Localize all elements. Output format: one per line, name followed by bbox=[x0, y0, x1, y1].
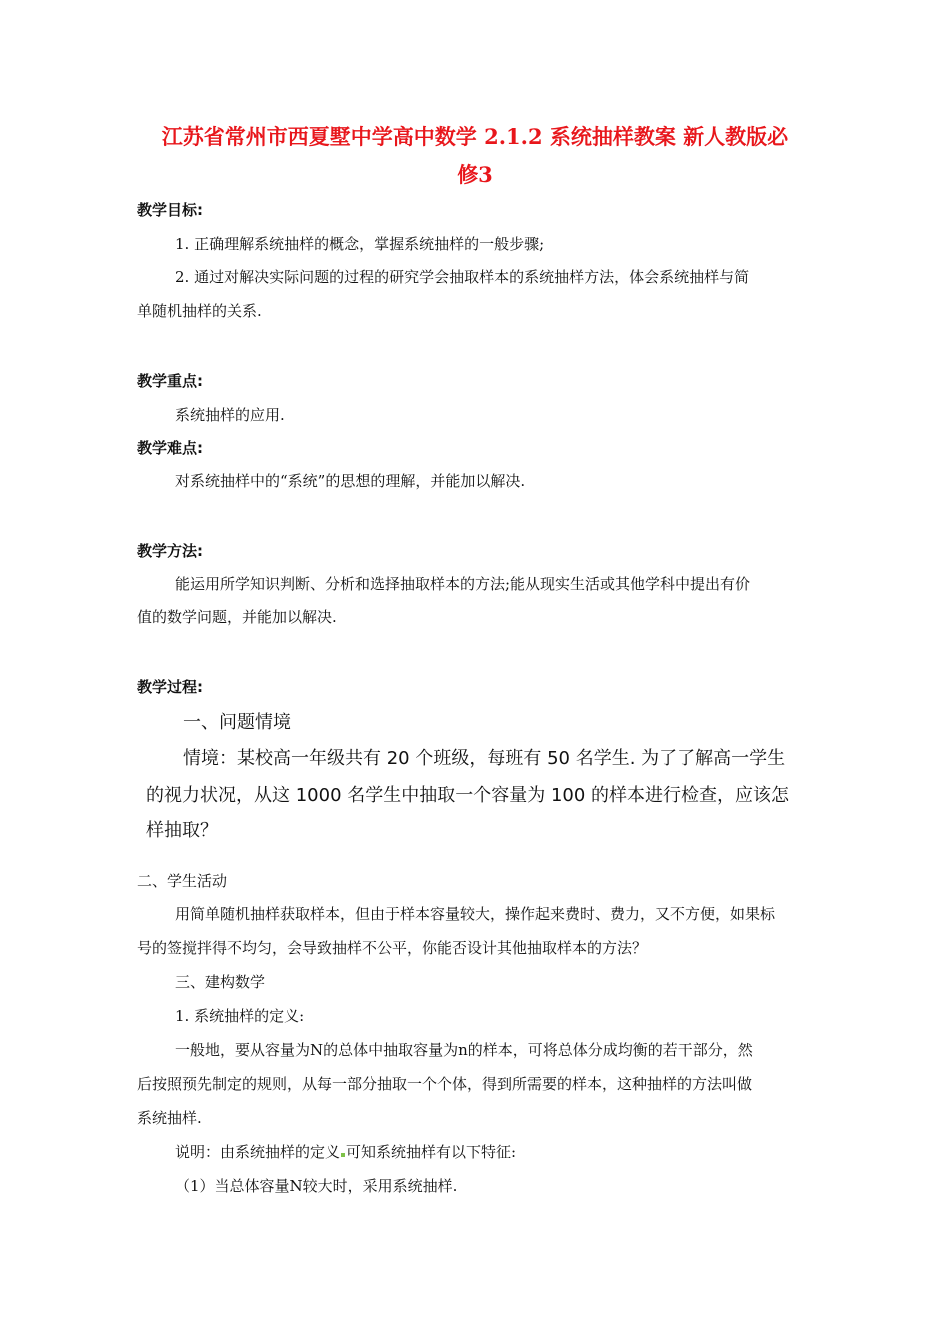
document-title-line-2: 修3 bbox=[457, 162, 493, 187]
process-heading: 教学过程: bbox=[137, 678, 203, 696]
scenario-line-2: 的视力状况，从这 1000 名学生中抽取一个容量为 100 的样本进行检查，应该怎 bbox=[146, 785, 790, 806]
section-1-heading: 一、问题情境 bbox=[183, 712, 291, 733]
feature-1: （1）当总体容量N较大时，采用系统抽样. bbox=[175, 1177, 458, 1195]
definition-line-2: 后按照预先制定的规则，从每一部分抽取一个个体，得到所需要的样本，这种抽样的方法叫做 bbox=[137, 1075, 753, 1093]
objective-item-1: 1. 正确理解系统抽样的概念，掌握系统抽样的一般步骤; bbox=[175, 235, 545, 253]
objectives-heading: 教学目标: bbox=[137, 201, 203, 219]
section-3-heading: 三、建构数学 bbox=[175, 973, 266, 991]
method-text-line-2: 值的数学问题，并能加以解决. bbox=[137, 608, 337, 626]
objective-item-2-line-1: 2. 通过对解决实际问题的过程的研究学会抽取样本的系统抽样方法，体会系统抽样与简 bbox=[175, 268, 750, 286]
definition-line-3: 系统抽样. bbox=[137, 1109, 202, 1127]
definition-line-1: 一般地，要从容量为N的总体中抽取容量为n的样本，可将总体分成均衡的若干部分，然 bbox=[175, 1041, 753, 1059]
activity-line-1: 用简单随机抽样获取样本，但由于样本容量较大，操作起来费时、费力，又不方便，如果标 bbox=[175, 905, 776, 923]
difficulty-text: 对系统抽样中的“系统”的思想的理解，并能加以解决. bbox=[175, 472, 526, 490]
scenario-line-3: 样抽取？ bbox=[146, 820, 218, 841]
method-text-line-1: 能运用所学知识判断、分析和选择抽取样本的方法;能从现实生活或其他学科中提出有价 bbox=[175, 575, 751, 593]
objective-item-2-line-2: 单随机抽样的关系. bbox=[137, 302, 262, 320]
note-text-part-1: 说明：由系统抽样的定义 bbox=[175, 1143, 341, 1161]
method-heading: 教学方法: bbox=[137, 542, 203, 560]
document-title-line-1: 江苏省常州市西夏墅中学高中数学 2.1.2 系统抽样教案 新人教版必 bbox=[161, 124, 789, 149]
green-mark bbox=[341, 1153, 345, 1157]
scenario-line-1: 情境：某校高一年级共有 20 个班级，每班有 50 名学生. 为了了解高一学生 bbox=[183, 748, 786, 769]
note-line bbox=[175, 1141, 516, 1163]
section-2-heading: 二、学生活动 bbox=[137, 872, 228, 890]
key-point-text: 系统抽样的应用. bbox=[175, 406, 285, 424]
activity-line-2: 号的签搅拌得不均匀，会导致抽样不公平，你能否设计其他抽取样本的方法？ bbox=[137, 939, 648, 957]
definition-heading: 1. 系统抽样的定义: bbox=[175, 1007, 305, 1025]
note-text-part-2: 可知系统抽样有以下特征: bbox=[346, 1143, 517, 1161]
key-point-heading: 教学重点: bbox=[137, 372, 203, 390]
difficulty-heading: 教学难点: bbox=[137, 439, 203, 457]
